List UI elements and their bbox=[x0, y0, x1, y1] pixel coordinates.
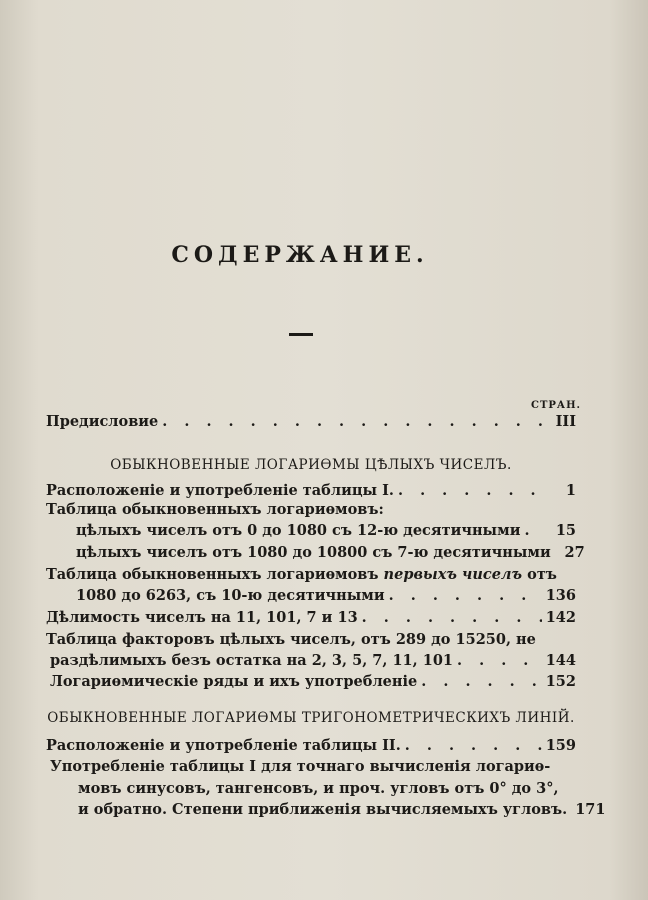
toc-entry-text: 1080 до 6263, съ 10-ю десятичными bbox=[76, 587, 385, 604]
leader-dots bbox=[421, 672, 541, 692]
toc-entry-page: 171 bbox=[575, 801, 606, 818]
emphasis-text: первыхъ чиселъ bbox=[383, 566, 523, 583]
toc-entry-text: Таблица факторовъ цѣлыхъ чиселъ, отъ 289 до 15250, не bbox=[46, 631, 536, 648]
toc-entry-text: Таблица обыкновенныхъ логариѳмовъ: bbox=[46, 501, 384, 518]
toc-entry-page: 1 bbox=[565, 482, 576, 499]
toc-entry-text: Таблица обыкновенныхъ логариѳмовъ первыхъ чиселъ отъ bbox=[46, 566, 557, 583]
bleed-through-text bbox=[95, 40, 615, 370]
section-heading-1: ОБЫКНОВЕННЫЕ ЛОГАРИѲМЫ ЦѢЛЫХЪ ЧИСЕЛЪ. bbox=[110, 457, 512, 473]
toc-entry-text: Употребленіе таблицы I для точнаго вычисленія логариѳ- bbox=[50, 758, 551, 775]
toc-entry-text: Дѣлимость чиселъ на 11, 101, 7 и 13 bbox=[46, 609, 358, 626]
toc-entry-text: Расположеніе и употребленіе таблицы II. bbox=[46, 737, 401, 754]
leader-dots bbox=[362, 608, 542, 628]
toc-entry[interactable] bbox=[46, 608, 576, 628]
toc-entry-text: Логариѳмическіе ряды и ихъ употребленіе bbox=[50, 673, 418, 690]
toc-entry-page: III bbox=[555, 413, 576, 430]
leader-dots bbox=[405, 736, 542, 756]
toc-entry-page: 136 bbox=[545, 587, 576, 604]
section-heading-2: ОБЫКНОВЕННЫЕ ЛОГАРИѲМЫ ТРИГОНОМЕТРИЧЕСКИХЪ ЛИНІЙ. bbox=[47, 710, 575, 726]
toc-entry[interactable] bbox=[46, 481, 576, 501]
title-divider bbox=[289, 333, 313, 336]
toc-entry-text: мовъ синусовъ, тангенсовъ, и проч. угловъ отъ 0° до 3°, bbox=[78, 780, 559, 797]
leader-dots bbox=[524, 521, 546, 541]
toc-entry-text: Предисловие bbox=[46, 413, 159, 430]
page-title: СОДЕРЖАНИЕ. bbox=[171, 242, 429, 268]
toc-entry[interactable] bbox=[50, 672, 576, 692]
toc-entry[interactable] bbox=[50, 651, 576, 671]
toc-entry[interactable] bbox=[76, 521, 576, 541]
page-column-header: СТРАН. bbox=[531, 400, 581, 411]
toc-entry[interactable] bbox=[78, 800, 606, 820]
toc-entry-text: цѣлыхъ чиселъ отъ 1080 до 10800 съ 7-ю десятичными bbox=[76, 544, 551, 561]
toc-entry-page: 152 bbox=[545, 673, 576, 690]
leader-dots bbox=[457, 651, 542, 671]
toc-entry-text: цѣлыхъ чиселъ отъ 0 до 1080 съ 12-ю десятичными bbox=[76, 522, 521, 539]
leader-dots bbox=[162, 412, 546, 432]
toc-entry-page: 27 bbox=[564, 544, 585, 561]
toc-entry-page: 144 bbox=[545, 652, 576, 669]
toc-entry-text: и обратно. Степени приближенія вычисляемыхъ угловъ. bbox=[78, 801, 568, 818]
leader-dots bbox=[389, 586, 542, 606]
toc-entry[interactable] bbox=[76, 586, 576, 606]
toc-entry-page: 15 bbox=[555, 522, 576, 539]
toc-entry-text: раздѣлимыхъ безъ остатка на 2, 3, 5, 7, 11, 101 bbox=[50, 652, 454, 669]
toc-entry-text: Расположеніе и употребленіе таблицы I. bbox=[46, 482, 394, 499]
toc-entry-page: 159 bbox=[545, 737, 576, 754]
leader-dots bbox=[398, 481, 546, 501]
toc-entry-preface[interactable] bbox=[46, 412, 576, 432]
toc-entry[interactable] bbox=[76, 543, 585, 563]
toc-entry[interactable] bbox=[46, 736, 576, 756]
toc-entry-page: 142 bbox=[545, 609, 576, 626]
